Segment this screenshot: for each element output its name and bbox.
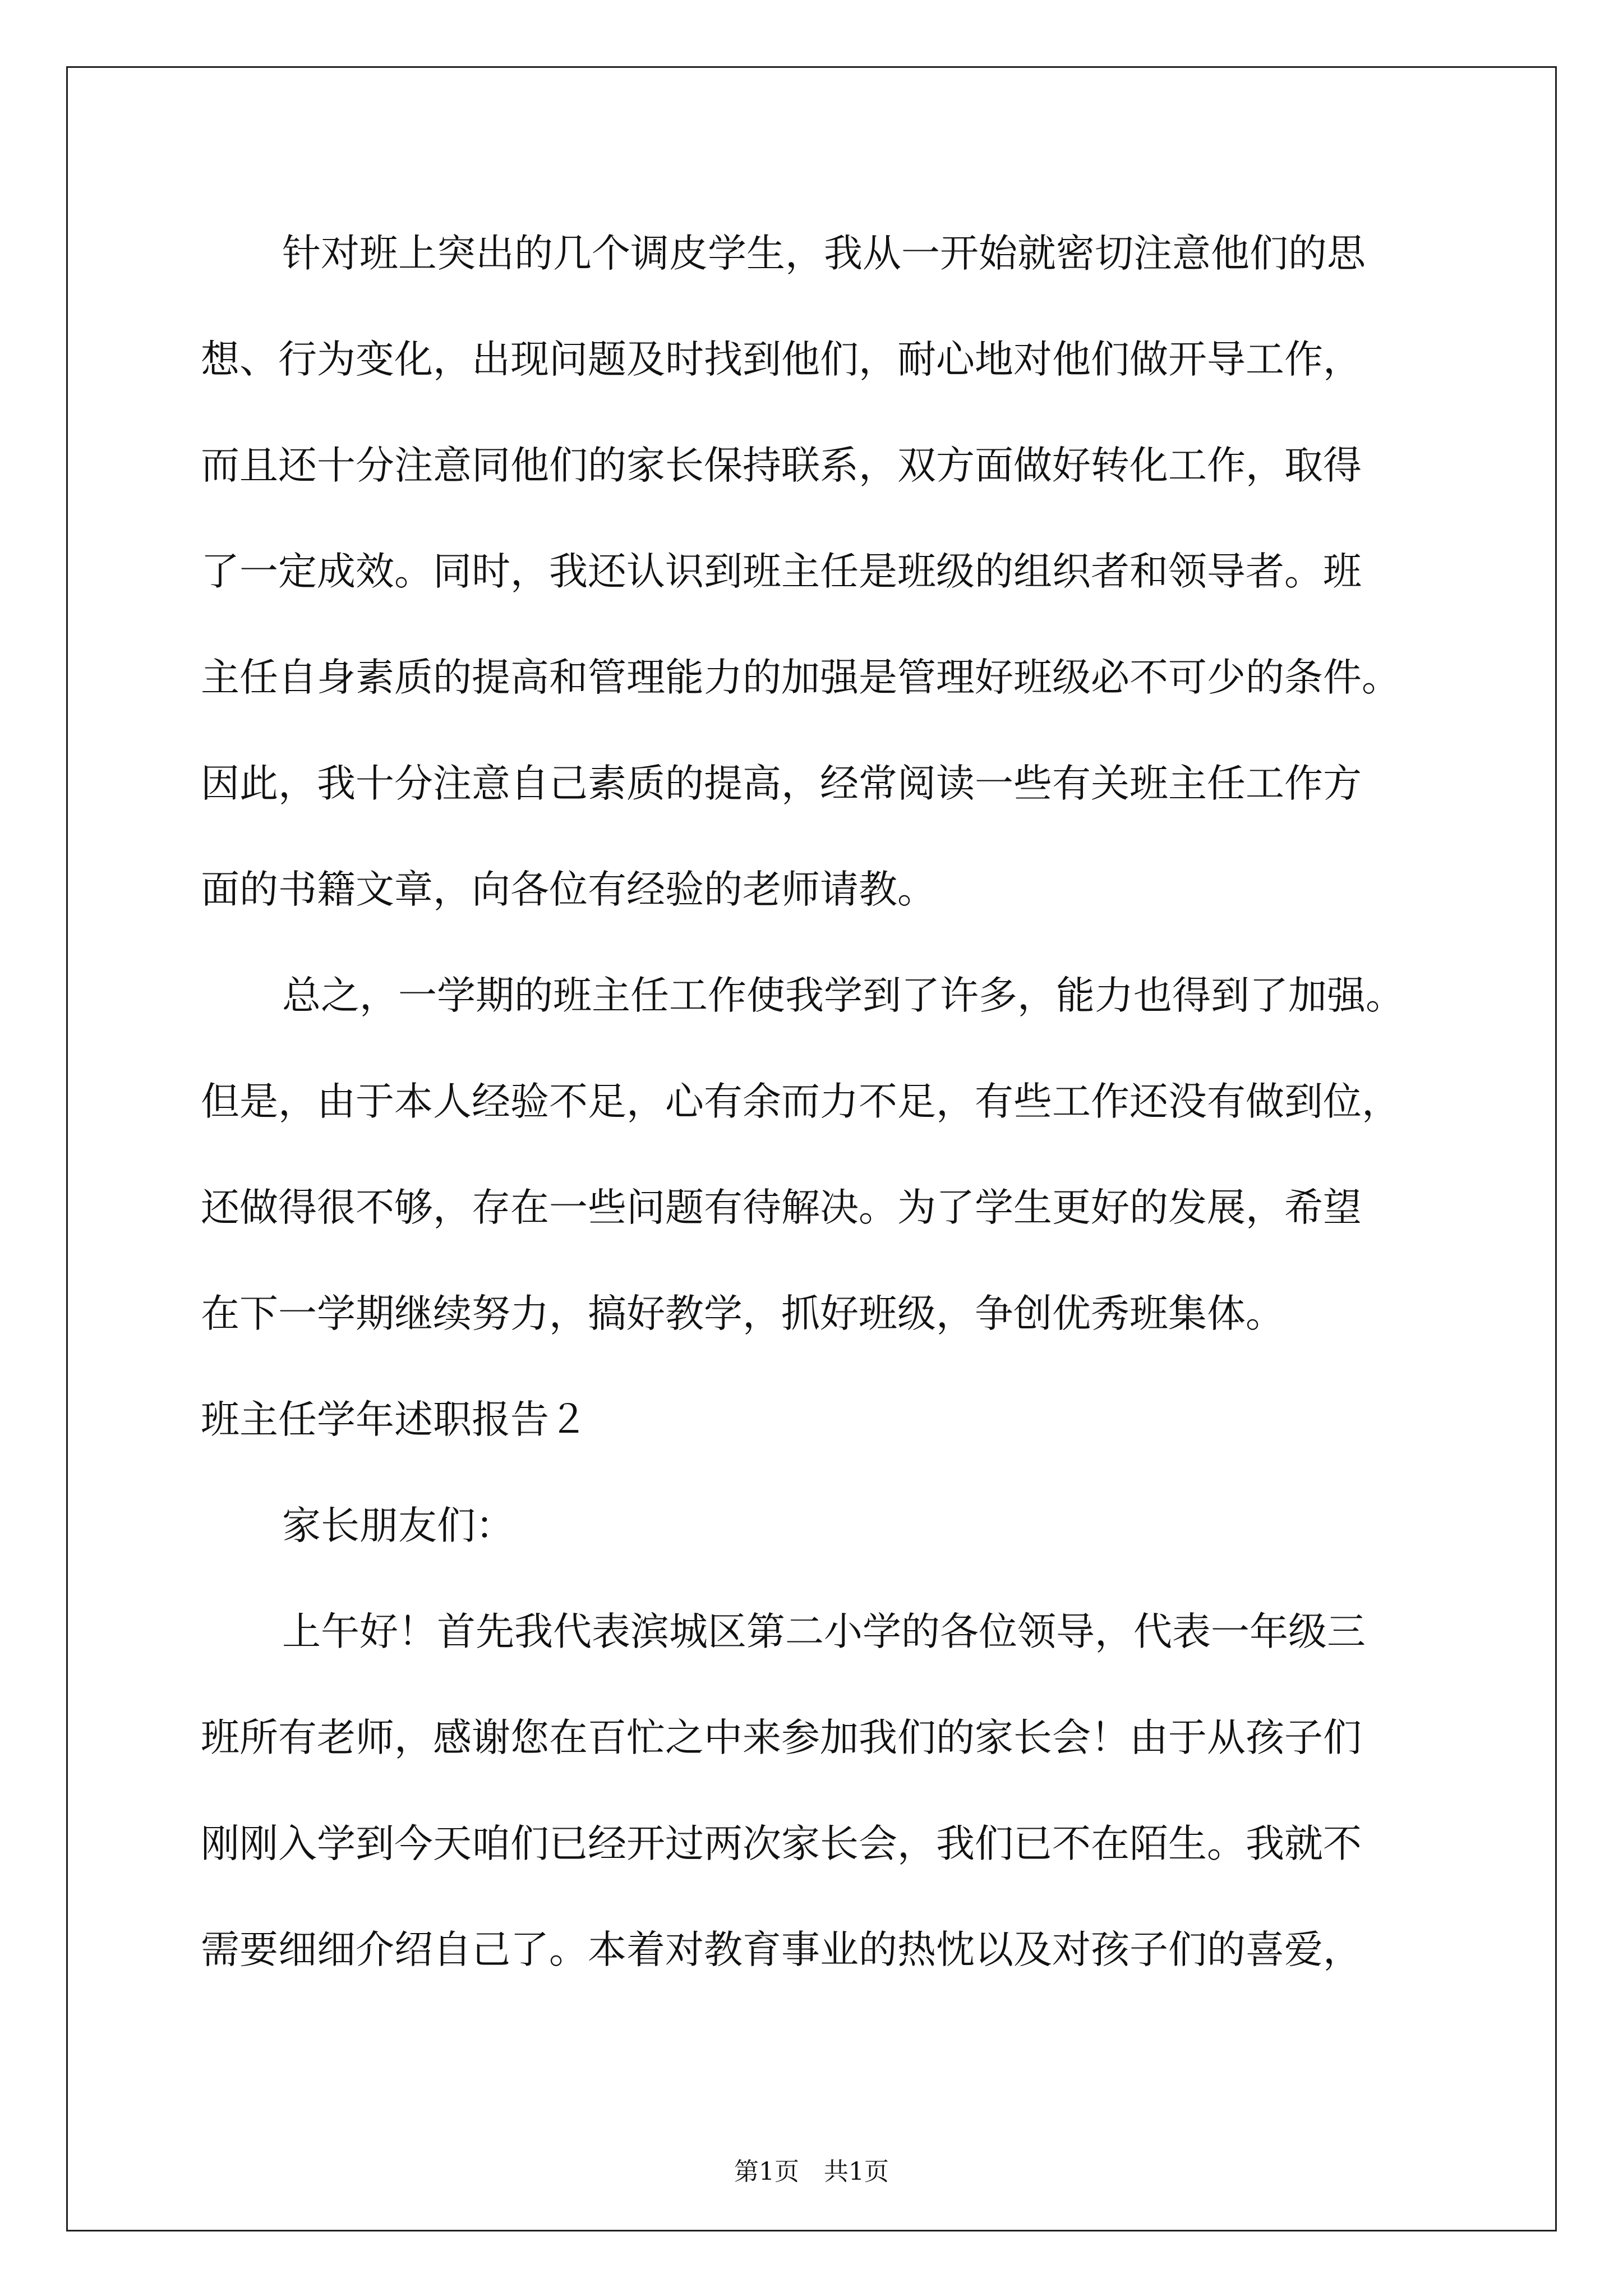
paragraph-line: 刚刚入学到今天咱们已经开过两次家长会，我们已不在陌生。我就不 xyxy=(201,1821,1362,1866)
paragraph-line: 想、行为变化，出现问题及时找到他们，耐心地对他们做开导工作， xyxy=(201,337,1362,382)
paragraph-line: 总之，一学期的班主任工作使我学到了许多，能力也得到了加强。 xyxy=(282,973,1404,1018)
paragraph-line: 班所有老师，感谢您在百忙之中来参加我们的家长会！由于从孩子们 xyxy=(201,1715,1362,1760)
paragraph-line: 在下一学期继续努力，搞好教学，抓好班级，争创优秀班集体。 xyxy=(201,1291,1284,1336)
document-body xyxy=(201,220,1451,2022)
paragraph-line: 还做得很不够，存在一些问题有待解决。为了学生更好的发展，希望 xyxy=(201,1185,1362,1230)
paragraph-line: 因此，我十分注意自己素质的提高，经常阅读一些有关班主任工作方 xyxy=(201,761,1362,806)
paragraph-line: 而且还十分注意同他们的家长保持联系，双方面做好转化工作，取得 xyxy=(201,443,1362,488)
page-footer: 第1页 共1页 xyxy=(734,2157,889,2186)
paragraph-line: 面的书籍文章，向各位有经验的老师请教。 xyxy=(201,867,936,912)
paragraph-line: 上午好！首先我代表滨城区第二小学的各位领导，代表一年级三 xyxy=(282,1609,1366,1654)
paragraph-line: 需要细细介绍自己了。本着对教育事业的热忱以及对孩子们的喜爱， xyxy=(201,1927,1362,1972)
section-heading: 班主任学年述职报告２ xyxy=(201,1397,588,1442)
paragraph-line: 针对班上突出的几个调皮学生，我从一开始就密切注意他们的思 xyxy=(282,231,1366,276)
paragraph-line: 主任自身素质的提高和管理能力的加强是管理好班级必不可少的条件。 xyxy=(201,655,1400,700)
salutation: 家长朋友们： xyxy=(282,1503,514,1548)
paragraph-line: 了一定成效。同时，我还认识到班主任是班级的组织者和领导者。班 xyxy=(201,549,1362,594)
paragraph-line: 但是，由于本人经验不足，心有余而力不足，有些工作还没有做到位， xyxy=(201,1079,1400,1124)
